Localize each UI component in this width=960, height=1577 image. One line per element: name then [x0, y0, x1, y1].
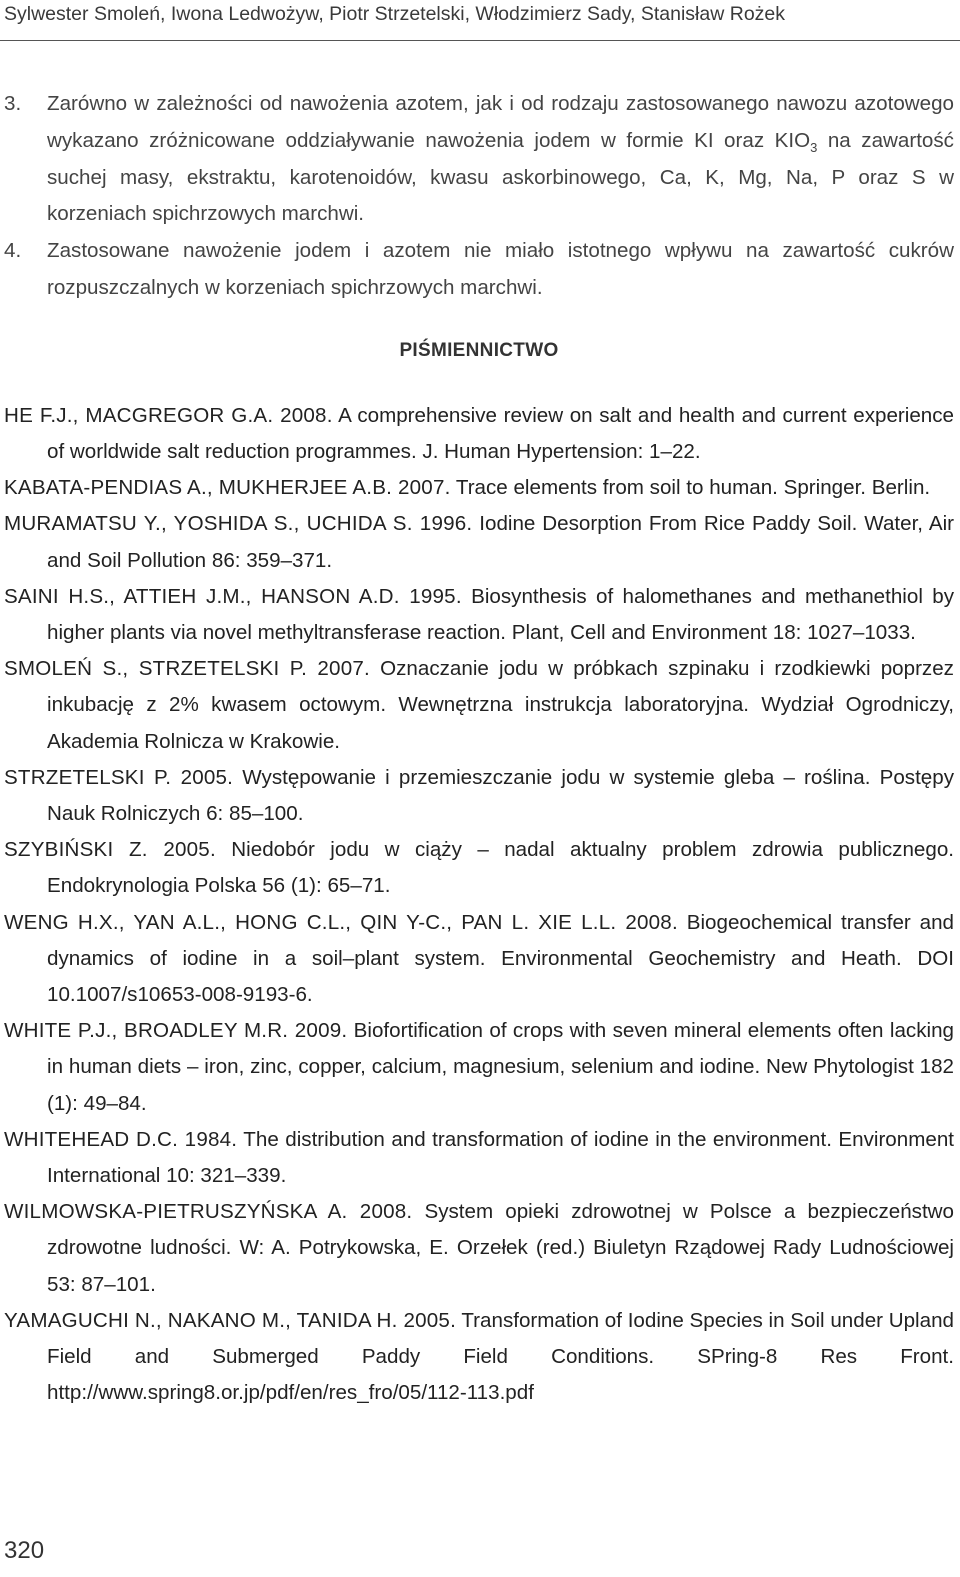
- item-number: 3.: [4, 92, 22, 115]
- reference-entry: [4, 470, 954, 506]
- item-text: [47, 86, 954, 233]
- conclusion-item: [4, 86, 954, 233]
- reference-text: The distribution and transformation of iodine in the environment. Environment International 10: 321–339.: [47, 1127, 954, 1188]
- reference-text: Trace elements from soil to human. Springer. Berlin.: [450, 476, 931, 500]
- reference-authors: WHITE P.J., BROADLEY M.R. 2009.: [4, 1019, 348, 1043]
- reference-text: Oznaczanie jodu w próbkach szpinaku i rzodkiewki poprzez inkubację z 2% kwasem octowym. Wewnętrzna instrukcja laboratoryjna. Wydział Ogrodniczy, Akademia Rolnicza w Krakowie.: [47, 657, 954, 753]
- item-text-rest: na zawartość suchej masy, ekstraktu, karotenoidów, kwasu askorbinowego, Ca, K, Mg, Na, P oraz S w korzeniach spichrzowych marchwi.: [47, 128, 954, 226]
- reference-authors: WHITEHEAD D.C. 1984.: [4, 1127, 238, 1151]
- reference-entry: [4, 1013, 954, 1122]
- reference-entry: [4, 760, 954, 832]
- reference-text: System opieki zdrowotnej w Polsce a bezpieczeństwo zdrowotne ludności. W: A. Potrykowska, E. Orzełek (red.) Biuletyn Rządowej Rady Ludnościowej 53: 87–101.: [47, 1200, 954, 1296]
- reference-text: Biogeochemical transfer and dynamics of iodine in a soil–plant system. Environmental Geochemistry and Heath. DOI 10.1007/s10653-008-9193-6.: [47, 910, 954, 1007]
- reference-authors: YAMAGUCHI N., NAKANO M., TANIDA H. 2005.: [4, 1308, 457, 1332]
- reference-entry: [4, 905, 954, 1014]
- item-number: 4.: [4, 239, 22, 263]
- reference-entry: [4, 1194, 954, 1303]
- reference-text: Występowanie i przemieszczanie jodu w systemie gleba – roślina. Postępy Nauk Rolniczych 6: 85–100.: [47, 765, 954, 826]
- running-header: Sylwester Smoleń, Iwona Ledwożyw, Piotr Strzetelski, Włodzimierz Sady, Stanisław Rożek: [4, 3, 786, 25]
- reference-text: Transformation of Iodine Species in Soil under Upland Field and Submerged Paddy Field Conditions. SPring-8 Res Front. http://www.spring8.or.jp/pdf/en/res_fro/05/112-113.pdf: [47, 1308, 954, 1405]
- page-body: [4, 86, 954, 1411]
- reference-authors: WENG H.X., YAN A.L., HONG C.L., QIN Y-C., PAN L. XIE L.L. 2008.: [4, 910, 678, 934]
- reference-text: Niedobór jodu w ciąży – nadal aktualny problem zdrowia publicznego. Endokrynologia Polska 56 (1): 65–71.: [47, 838, 955, 898]
- reference-entry: [4, 1122, 954, 1194]
- subscript: 3: [810, 139, 818, 155]
- item-text-main: Zarówno w zależności od nawożenia azotem, jak i od rodzaju zastosowanego nawozu azotowego wykazano zróżnicowane oddziaływanie nawożenia jodem w formie KI oraz KIO: [47, 92, 954, 152]
- reference-authors: WILMOWSKA-PIETRUSZYŃSKA A. 2008.: [4, 1200, 413, 1224]
- reference-entry: [4, 1303, 954, 1412]
- header-rule: [0, 40, 960, 41]
- reference-authors: MURAMATSU Y., YOSHIDA S., UCHIDA S. 1996.: [4, 512, 473, 536]
- reference-authors: KABATA-PENDIAS A., MUKHERJEE A.B. 2007.: [4, 476, 451, 500]
- reference-authors: STRZETELSKI P. 2005.: [4, 765, 234, 789]
- reference-text: Iodine Desorption From Rice Paddy Soil. Water, Air and Soil Pollution 86: 359–371.: [47, 512, 954, 572]
- reference-authors: SMOLEŃ S., STRZETELSKI P. 2007.: [4, 657, 370, 681]
- item-text: Zastosowane nawożenie jodem i azotem nie miało istotnego wpływu na zawartość cukrów rozpuszczalnych w korzeniach spichrzowych marchwi.: [47, 239, 954, 299]
- reference-authors: SZYBIŃSKI Z. 2005.: [4, 838, 216, 862]
- reference-text: Biofortification of crops with seven mineral elements often lacking in human diets – iron, zinc, copper, calcium, magnesium, selenium and iodine. New Phytologist 182 (1): 49–84.: [47, 1019, 954, 1115]
- reference-entry: [4, 651, 954, 760]
- page-number: 320: [4, 1537, 45, 1564]
- reference-entry: [4, 398, 954, 470]
- reference-entry: [4, 579, 954, 651]
- references-heading: PIŚMIENNICTWO: [399, 339, 559, 361]
- reference-entry: [4, 832, 954, 904]
- reference-list: [4, 398, 954, 1412]
- conclusion-item: [4, 233, 954, 307]
- reference-text: Biosynthesis of halomethanes and methanethiol by higher plants via novel methyltransferase reaction. Plant, Cell and Environment 18: 1027–1033.: [47, 584, 954, 644]
- reference-text: A comprehensive review on salt and health and current experience of worldwide salt reduction programmes. J. Human Hypertension: 1–22.: [47, 403, 954, 463]
- reference-entry: [4, 506, 954, 578]
- reference-authors: SAINI H.S., ATTIEH J.M., HANSON A.D. 1995.: [4, 584, 462, 608]
- reference-authors: HE F.J., MACGREGOR G.A. 2008.: [4, 403, 333, 427]
